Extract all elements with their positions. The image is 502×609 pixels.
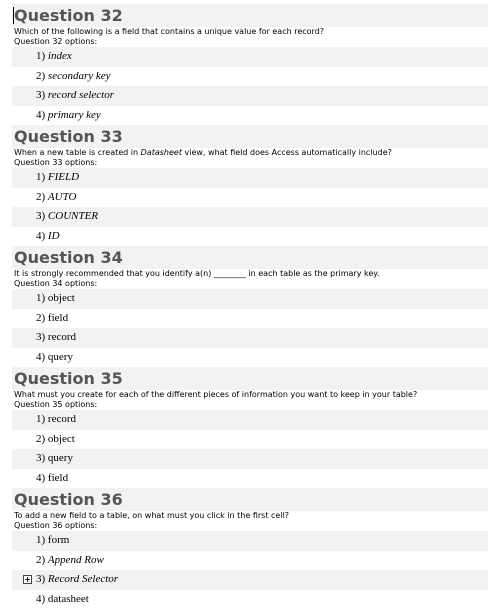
options-label: Question 35 options: [14,400,488,410]
option-item[interactable] [12,106,488,126]
option-text: object [48,433,75,445]
option-number: 3) [36,331,45,343]
option-item[interactable] [12,590,488,609]
options-label: Question 32 options: [14,37,488,47]
option-number: 1) [36,292,45,304]
question-text-italic: Datasheet [141,148,182,157]
question-title [12,125,488,148]
question-title-text: Question 33 [14,127,123,146]
option-number: 2) [36,312,45,324]
option-text: ID [48,230,60,242]
option-number: 1) [36,534,45,546]
option-item[interactable] [12,207,488,227]
options-label: Question 34 options: [14,279,488,289]
option-number: 2) [36,191,45,203]
option-number: 1) [36,413,45,425]
option-item[interactable] [12,328,488,348]
option-number: 3) [36,573,45,585]
option-text: form [48,534,69,546]
question-32 [12,4,488,125]
question-text-part: When a new table is created in [14,148,141,157]
option-item[interactable] [12,168,488,188]
option-text: query [48,452,73,464]
option-item[interactable] [12,47,488,67]
option-text: record [48,331,76,343]
option-item[interactable] [12,67,488,87]
option-item[interactable] [12,289,488,309]
question-text-part: Which of the following is a field that contains a unique value for each record? [14,27,324,36]
option-text: COUNTER [48,210,98,222]
options-label: Question 33 options: [14,158,488,168]
question-title [12,4,488,27]
option-text: record [48,413,76,425]
option-item[interactable] [12,410,488,430]
question-text [14,511,488,521]
option-item[interactable] [12,227,488,247]
question-text-part: view, what field does Access automatically include? [182,148,392,157]
question-title-text: Question 35 [14,369,123,388]
question-title-text: Question 32 [14,6,123,25]
question-title [12,367,488,390]
option-item[interactable] [12,531,488,551]
option-number: 4) [36,593,45,605]
option-number: 3) [36,210,45,222]
option-text: primary key [48,109,101,121]
option-item[interactable] [12,188,488,208]
option-text: object [48,292,75,304]
option-number: 1) [36,50,45,62]
question-title [12,488,488,511]
option-number: 4) [36,230,45,242]
option-text: field [48,312,68,324]
question-text-part: It is strongly recommended that you identify a(n) ________ in each table as the primary key. [14,269,379,278]
question-34 [12,246,488,367]
option-text: secondary key [48,70,111,82]
question-title [12,246,488,269]
option-item[interactable] [12,551,488,571]
option-text: field [48,472,68,484]
option-item[interactable] [12,309,488,329]
option-text: Record Selector [48,573,118,585]
option-number: 3) [36,452,45,464]
question-text [14,27,488,37]
option-text: AUTO [48,191,77,203]
option-number: 2) [36,433,45,445]
plus-box-icon[interactable] [23,575,32,584]
option-number: 3) [36,89,45,101]
question-text-part: To add a new field to a table, on what must you click in the first cell? [14,511,289,520]
option-item[interactable] [12,86,488,106]
option-item[interactable] [12,348,488,368]
question-text-part: What must you create for each of the different pieces of information you want to keep in your table? [14,390,417,399]
option-text: Append Row [48,554,104,566]
question-33 [12,125,488,246]
question-text [14,148,488,158]
question-title-text: Question 36 [14,490,123,509]
option-text: datasheet [48,593,89,605]
option-item[interactable] [12,570,488,590]
question-title-text: Question 34 [14,248,123,267]
question-text [14,390,488,400]
option-number: 1) [36,171,45,183]
option-text: query [48,351,73,363]
quiz-page [12,4,488,609]
option-item[interactable] [12,469,488,489]
option-number: 4) [36,109,45,121]
question-text [14,269,488,279]
option-item[interactable] [12,430,488,450]
option-number: 4) [36,351,45,363]
option-text: index [48,50,72,62]
text-cursor [13,7,14,24]
options-label: Question 36 options: [14,521,488,531]
option-text: FIELD [48,171,79,183]
option-item[interactable] [12,449,488,469]
option-text: record selector [48,89,114,101]
question-36 [12,488,488,609]
option-number: 2) [36,70,45,82]
option-number: 2) [36,554,45,566]
question-35 [12,367,488,488]
option-number: 4) [36,472,45,484]
